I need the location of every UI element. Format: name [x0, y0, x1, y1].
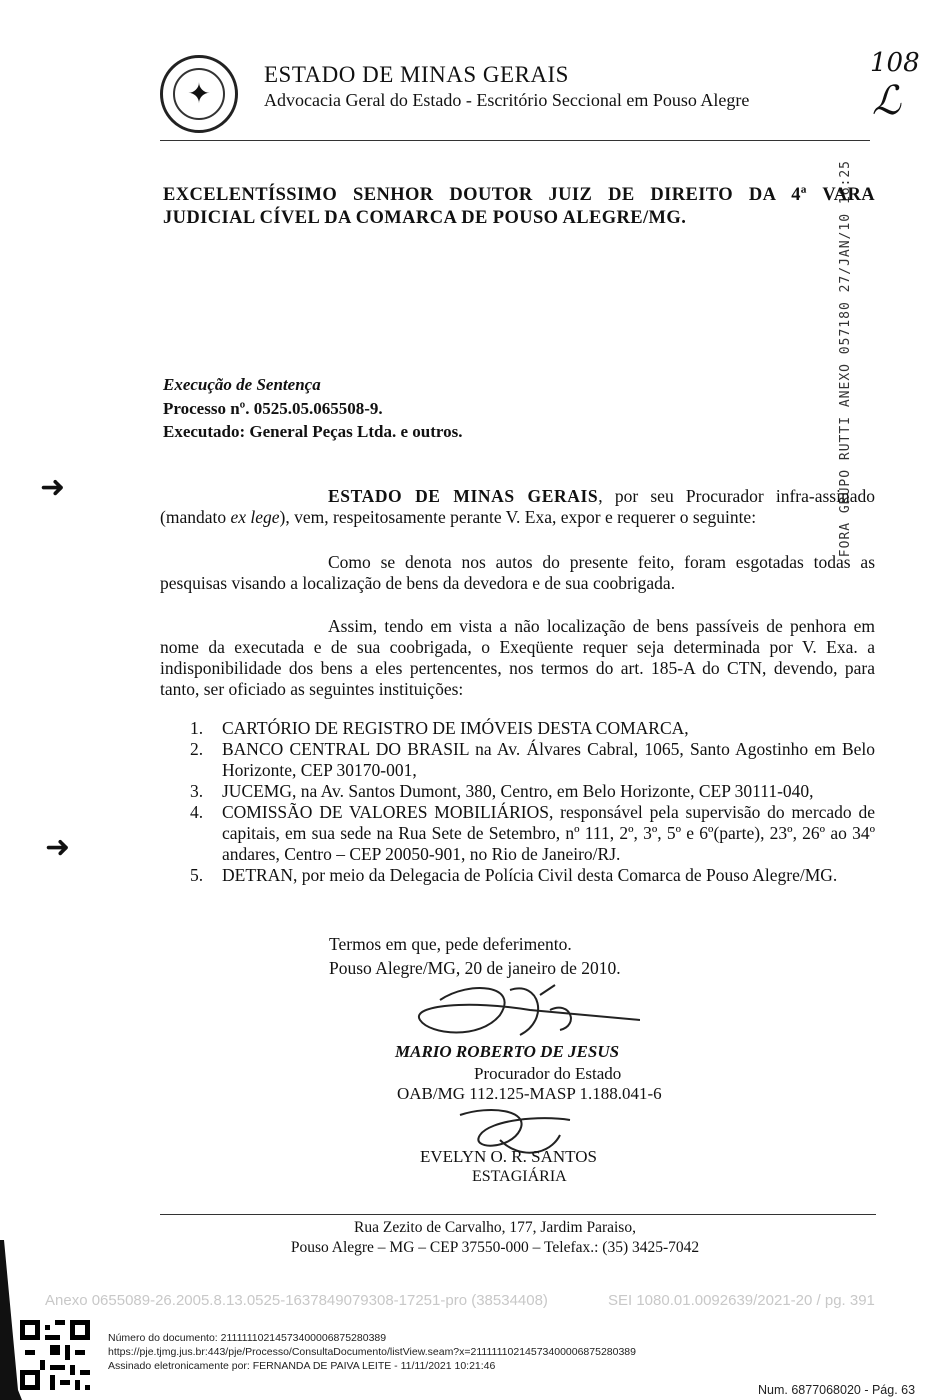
- closing-line-1: Termos em que, pede deferimento.: [329, 934, 572, 954]
- sei-watermark: SEI 1080.01.0092639/2021-20 / pg. 391: [608, 1292, 875, 1309]
- handwritten-page-number: 108: [870, 48, 920, 78]
- paragraph-intro: [160, 486, 875, 528]
- page-number: Num. 6877068020 - Pág. 63: [758, 1383, 916, 1397]
- header-divider: [160, 140, 870, 141]
- signature-scribble: [410, 980, 640, 1050]
- closing-date: Pouso Alegre/MG, 20 de janeiro de 2010.: [329, 958, 621, 978]
- list-item: 4. COMISSÃO DE VALORES MOBILIÁRIOS, responsável pela supervisão do mercado de capitais, em sua sede na Rua Sete de Setembro, nº 111, 2º, 3º, 5º e 6º(parte), 23º, 26º ao 34º andares, Centro – CEP 20050-901, no Rio de Janeiro/RJ.: [190, 802, 875, 864]
- intern-name: EVELYN O. R. SANTOS: [420, 1147, 597, 1166]
- intern-role: ESTAGIÁRIA: [472, 1168, 567, 1185]
- footer-divider: [160, 1214, 876, 1215]
- coat-of-arms-icon: ✦: [173, 68, 225, 120]
- punch-mark-icon: ➜: [45, 831, 71, 864]
- list-item: 3. JUCEMG, na Av. Santos Dumont, 380, Centro, em Belo Horizonte, CEP 30111-040,: [190, 781, 814, 801]
- footer-address-2: Pouso Alegre – MG – CEP 37550-000 – Telefax.: (35) 3425-7042: [290, 1239, 700, 1256]
- protocol-stamp: FORA GRUPO RUTTI ANEXO 057180 27/JAN/10 16:25: [838, 160, 853, 558]
- addressee: EXCELENTÍSSIMO SENHOR DOUTOR JUIZ DE DIREITO DA 4ª VARA JUDICIAL CÍVEL DA COMARCA DE POUSO ALEGRE/MG.: [163, 185, 875, 228]
- signatory-name: MARIO ROBERTO DE JESUS: [395, 1042, 620, 1061]
- intro-text-b: ), vem, respeitosamente perante V. Exa, expor e requerer o seguinte:: [279, 507, 757, 527]
- document-info: [108, 1331, 636, 1373]
- annex-watermark: Anexo 0655089-26.2005.8.13.0525-1637849079308-17251-pro (38534408): [45, 1292, 548, 1309]
- footer-address-1: Rua Zezito de Carvalho, 177, Jardim Paraiso,: [354, 1219, 636, 1236]
- document-url[interactable]: https://pje.tjmg.jus.br:443/pje/Processo/ConsultaDocumento/listView.seam?x=21111110214573400006875280389: [108, 1346, 636, 1358]
- searches-text: Como se denota nos autos do presente feito, foram esgotadas todas as pesquisas visando a localização de bens da devedora e de sua coobrigada.: [160, 552, 875, 593]
- case-type: Execução de Sentença: [163, 375, 321, 394]
- scan-edge: [0, 1240, 22, 1400]
- request-text: Assim, tendo em vista a não localização de bens passíveis de penhora em nome da executada e de sua coobrigada, o Exeqüente requer seja determinada por V. Exa. a indisponibilidade dos bens a eles pertencentes, nos termos do art. 185-A do CTN, devendo, para tanto, ser oficiado as seguintes instituições:: [160, 616, 875, 699]
- document-number: Número do documento: 21111110214573400006875280389: [108, 1332, 387, 1344]
- signatory-registration: OAB/MG 112.125-MASP 1.188.041-6: [397, 1084, 662, 1103]
- punch-mark-icon: ➜: [40, 471, 66, 504]
- qr-code-icon: [20, 1320, 90, 1390]
- paragraph-request: [160, 616, 875, 700]
- institution-list: [190, 718, 875, 886]
- intro-lead: ESTADO DE MINAS GERAIS: [328, 486, 599, 506]
- list-item: 5. DETRAN, por meio da Delegacia de Polícia Civil desta Comarca de Pouso Alegre/MG.: [190, 865, 838, 885]
- intro-italic: ex lege: [230, 507, 280, 527]
- state-title: ESTADO DE MINAS GERAIS: [264, 62, 569, 87]
- intro-text-a: , por seu Procurador infra-assinado (mandato: [160, 486, 875, 527]
- executed-party: Executado: General Peças Ltda. e outros.: [163, 422, 463, 441]
- agency-name: Advocacia Geral do Estado - Escritório Seccional em Pouso Alegre: [264, 90, 750, 110]
- process-number: Processo nº. 0525.05.065508-9.: [163, 399, 383, 418]
- handwritten-mark-icon: ℒ: [872, 78, 901, 124]
- list-item: 2. BANCO CENTRAL DO BRASIL na Av. Álvares Cabral, 1065, Santo Agostinho em Belo Horizonte, CEP 30170-001,: [190, 739, 875, 780]
- list-item: 1. CARTÓRIO DE REGISTRO DE IMÓVEIS DESTA COMARCA,: [190, 718, 689, 738]
- electronic-signature: Assinado eletronicamente por: FERNANDA DE PAIVA LEITE - 11/11/2021 10:21:46: [108, 1360, 496, 1372]
- paragraph-searches: [160, 552, 875, 594]
- state-seal: [160, 55, 238, 133]
- signatory-role: Procurador do Estado: [474, 1064, 622, 1083]
